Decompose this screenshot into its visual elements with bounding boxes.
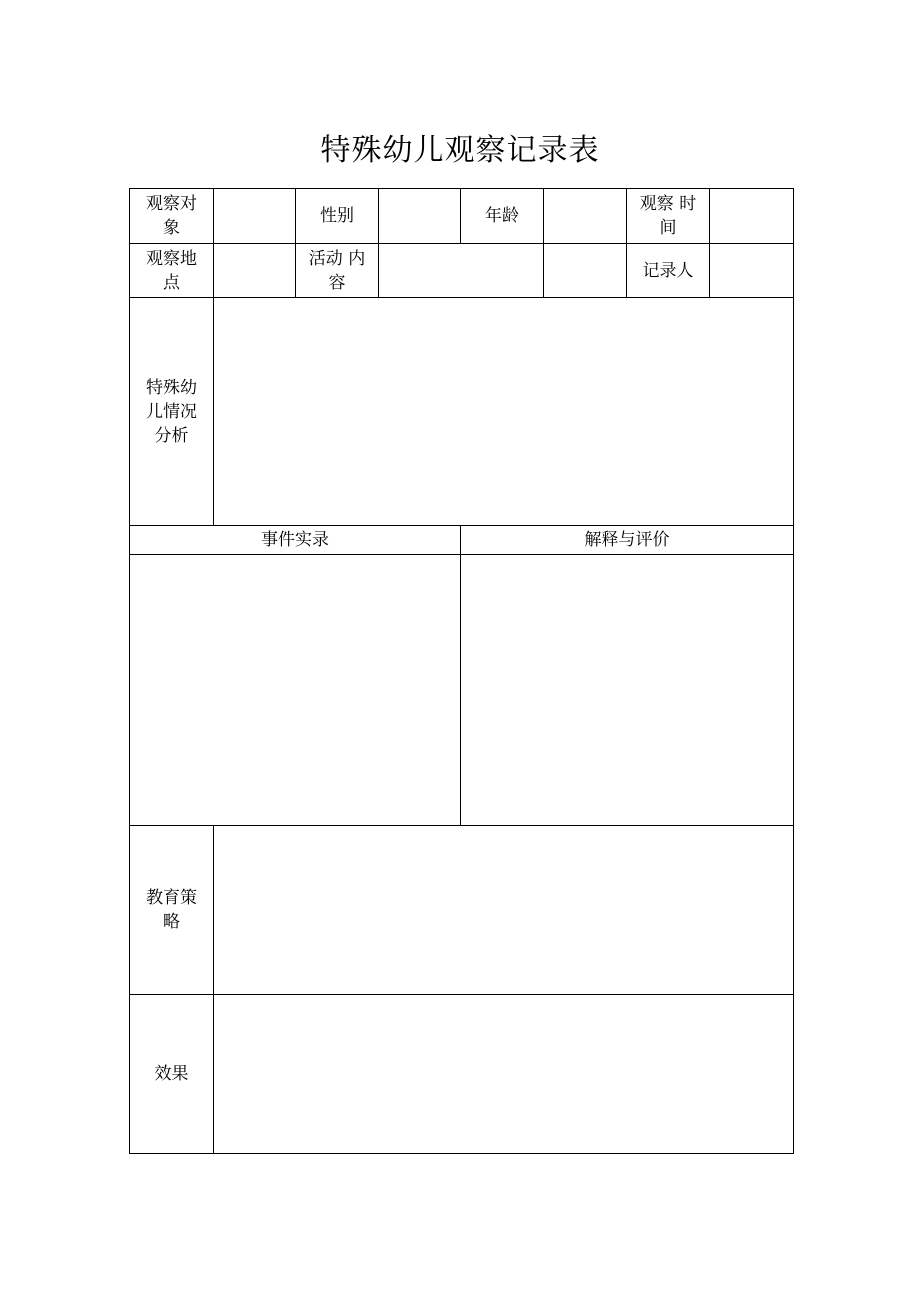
strategy-label: 教育策略 bbox=[145, 888, 197, 932]
record-body-row bbox=[130, 555, 794, 826]
activity-label: 活动 内容 bbox=[308, 248, 366, 293]
time-label: 观察 时间 bbox=[639, 194, 697, 238]
subject-label-cell bbox=[130, 189, 214, 244]
evaluation-header: 解释与评价 bbox=[461, 526, 794, 555]
evaluation-field[interactable] bbox=[461, 555, 794, 826]
age-label: 年龄 bbox=[485, 206, 519, 226]
subject-label: 观察对象 bbox=[145, 194, 197, 238]
event-record-header: 事件实录 bbox=[130, 526, 461, 555]
activity-field[interactable] bbox=[379, 244, 544, 298]
recorder-field[interactable] bbox=[710, 244, 794, 298]
analysis-label: 特殊幼儿情况分析 bbox=[145, 377, 197, 446]
time-field[interactable] bbox=[710, 189, 794, 244]
time-label-cell bbox=[627, 189, 710, 244]
record-header-row bbox=[130, 526, 794, 555]
subject-field[interactable] bbox=[214, 189, 296, 244]
analysis-row bbox=[130, 298, 794, 526]
recorder-label: 记录人 bbox=[642, 260, 694, 281]
effect-label-cell bbox=[130, 995, 214, 1154]
effect-field[interactable] bbox=[214, 995, 794, 1154]
age-field[interactable] bbox=[544, 189, 627, 244]
gender-label-cell bbox=[296, 189, 379, 244]
info-row-1 bbox=[130, 189, 794, 244]
gender-label: 性别 bbox=[320, 206, 354, 226]
strategy-row bbox=[130, 826, 794, 995]
activity-field-extra[interactable] bbox=[544, 244, 627, 298]
effect-row bbox=[130, 995, 794, 1154]
strategy-field[interactable] bbox=[214, 826, 794, 995]
age-label-cell bbox=[461, 189, 544, 244]
analysis-field[interactable] bbox=[214, 298, 794, 526]
analysis-label-cell bbox=[130, 298, 214, 526]
location-label: 观察地点 bbox=[145, 248, 197, 293]
gender-field[interactable] bbox=[379, 189, 461, 244]
info-row-2 bbox=[130, 244, 794, 298]
recorder-label-cell bbox=[627, 244, 710, 298]
page-title: 特殊幼儿观察记录表 bbox=[320, 133, 600, 168]
observation-form-table bbox=[129, 188, 794, 1154]
location-label-cell bbox=[130, 244, 214, 298]
effect-label: 效果 bbox=[154, 1064, 189, 1084]
event-record-field[interactable] bbox=[130, 555, 461, 826]
strategy-label-cell bbox=[130, 826, 214, 995]
activity-label-cell bbox=[296, 244, 379, 298]
location-field[interactable] bbox=[214, 244, 296, 298]
